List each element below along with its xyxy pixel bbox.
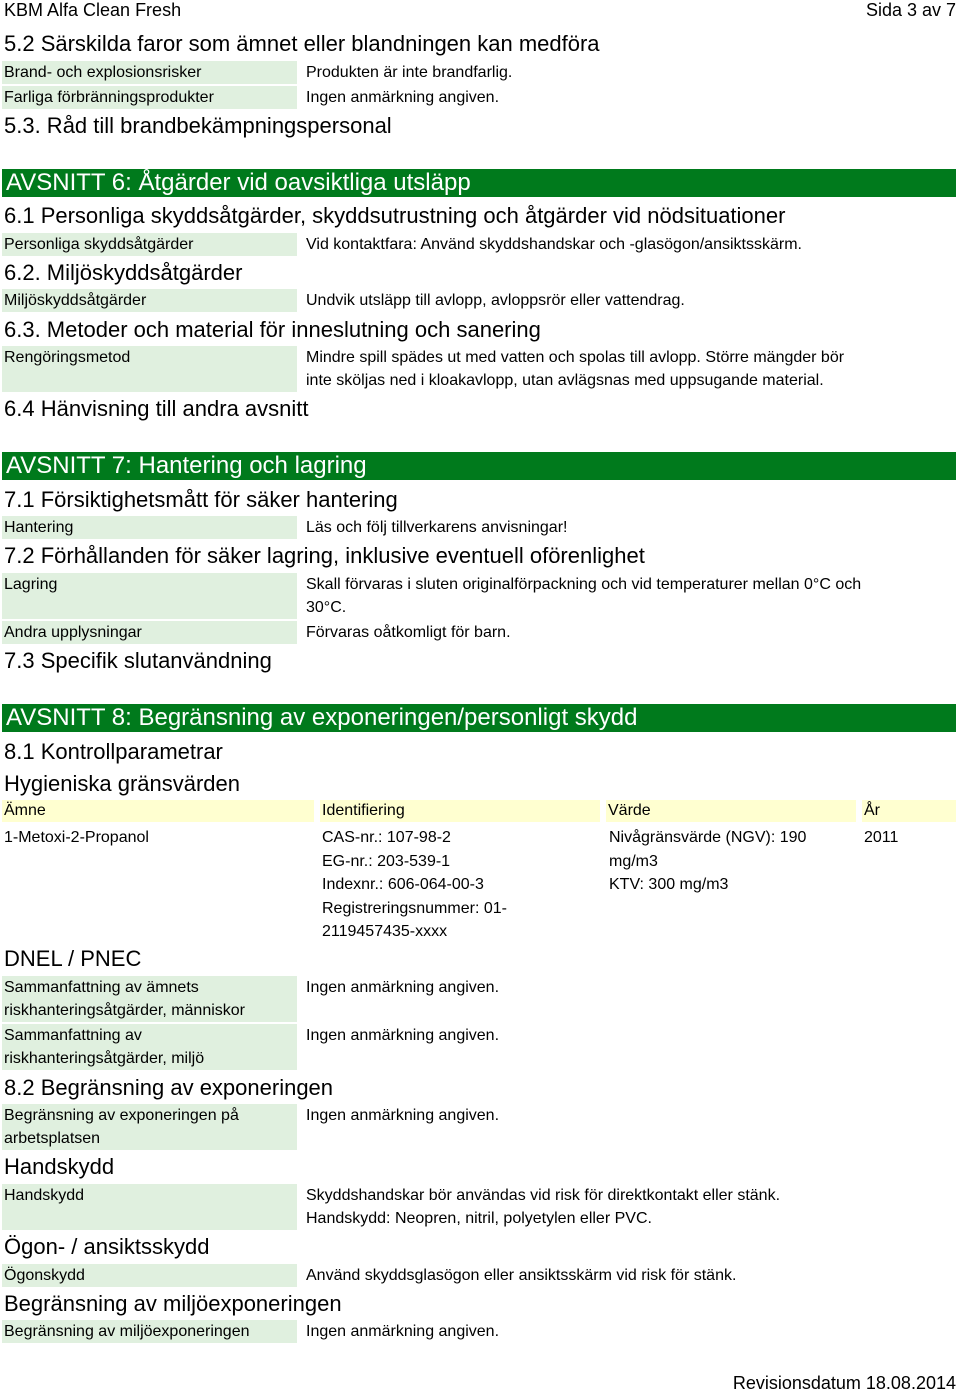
table-cell-value: Nivågränsvärde (NGV): 190 mg/m3 KTV: 300 mg/m3: [609, 829, 807, 893]
product-name: KBM Alfa Clean Fresh: [4, 0, 182, 20]
table-cell-substance: 1-Metoxi-2-Propanol: [4, 829, 149, 846]
label-environmental-exposure: Begränsning av miljöexponeringen: [2, 1320, 297, 1343]
label-environmental-protection: Miljöskyddsåtgärder: [2, 289, 297, 312]
table-header-identification: Identifiering: [320, 800, 600, 822]
label-workplace-exposure: Begränsning av exponeringen på arbetsplatsen: [2, 1104, 297, 1150]
label-eye-protection: Ögonskydd: [2, 1264, 297, 1287]
heading-7-3: 7.3 Specifik slutanvändning: [4, 648, 272, 673]
heading-8-1: 8.1 Kontrollparametrar: [4, 739, 223, 764]
value-risk-summary-environment: Ingen anmärkning angiven.: [306, 1027, 500, 1044]
value-environmental-protection: Undvik utsläpp till avlopp, avloppsrör eller vattendrag.: [306, 292, 685, 309]
label-personal-protection: Personliga skyddsåtgärder: [2, 233, 297, 256]
value-hand-protection: Skyddshandskar bör användas vid risk för direktkontakt eller stänk. Handskydd: Neopren, nitril, polyetylen eller PVC.: [306, 1187, 781, 1227]
heading-environmental-exposure: Begränsning av miljöexponeringen: [4, 1291, 342, 1316]
section-7-banner: AVSNITT 7: Hantering och lagring: [2, 452, 956, 480]
label-risk-summary-humans: Sammanfattning av ämnets riskhanteringsåtgärder, människor: [2, 976, 297, 1022]
table-header-value: Värde: [606, 800, 856, 822]
heading-6-4: 6.4 Hänvisning till andra avsnitt: [4, 396, 309, 421]
value-cleaning-method: Mindre spill spädes ut med vatten och spolas till avlopp. Större mängder bör inte sköljas ned i kloakavlopp, utan avlägsnas med uppsugande material.: [306, 349, 845, 389]
value-fire-risk: Produkten är inte brandfarlig.: [306, 64, 513, 81]
heading-7-1: 7.1 Försiktighetsmått för säker hantering: [4, 487, 398, 512]
value-eye-protection: Använd skyddsglasögon eller ansiktsskärm vid risk för stänk.: [306, 1267, 737, 1284]
heading-6-1: 6.1 Personliga skyddsåtgärder, skyddsutrustning och åtgärder vid nödsituationer: [4, 203, 786, 228]
table-header-year: År: [862, 800, 956, 822]
value-environmental-exposure: Ingen anmärkning angiven.: [306, 1323, 500, 1340]
heading-dnel-pnec: DNEL / PNEC: [4, 946, 142, 971]
value-risk-summary-humans: Ingen anmärkning angiven.: [306, 979, 500, 996]
section-6-banner: AVSNITT 6: Åtgärder vid oavsiktliga utsläpp: [2, 169, 956, 197]
value-storage: Skall förvaras i sluten originalförpackning och vid temperaturer mellan 0°C och 30°C.: [306, 576, 862, 616]
label-fire-risk: Brand- och explosionsrisker: [2, 61, 297, 84]
label-other-info: Andra upplysningar: [2, 621, 297, 644]
table-cell-year: 2011: [864, 829, 899, 846]
label-hand-protection: Handskydd: [2, 1184, 297, 1230]
value-personal-protection: Vid kontaktfara: Använd skyddshandskar och -glasögon/ansiktsskärm.: [306, 236, 802, 253]
heading-hygiene-limits: Hygieniska gränsvärden: [4, 771, 241, 796]
heading-6-2: 6.2. Miljöskyddsåtgärder: [4, 260, 243, 285]
heading-hand-protection: Handskydd: [4, 1154, 115, 1179]
heading-eye-face-protection: Ögon- / ansiktsskydd: [4, 1234, 210, 1259]
heading-5-2: 5.2 Särskilda faror som ämnet eller blandningen kan medföra: [4, 31, 600, 56]
heading-5-3: 5.3. Råd till brandbekämpningspersonal: [4, 113, 392, 138]
page-number: Sida 3 av 7: [865, 0, 956, 20]
label-combustion-products: Farliga förbränningsprodukter: [2, 86, 297, 109]
label-risk-summary-environment: Sammanfattning av riskhanteringsåtgärder, miljö: [2, 1024, 297, 1070]
table-header-substance: Ämne: [2, 800, 314, 822]
value-workplace-exposure: Ingen anmärkning angiven.: [306, 1107, 500, 1124]
value-handling: Läs och följ tillverkarens anvisningar!: [306, 519, 568, 536]
section-8-banner: AVSNITT 8: Begränsning av exponeringen/personligt skydd: [2, 704, 956, 732]
heading-7-2: 7.2 Förhållanden för säker lagring, inklusive eventuell oförenlighet: [4, 543, 645, 568]
label-storage: Lagring: [2, 573, 297, 619]
value-combustion-products: Ingen anmärkning angiven.: [306, 89, 500, 106]
heading-8-2: 8.2 Begränsning av exponeringen: [4, 1075, 334, 1100]
label-handling: Hantering: [2, 516, 297, 539]
value-other-info: Förvaras oåtkomligt för barn.: [306, 624, 511, 641]
revision-date: Revisionsdatum 18.08.2014: [732, 1373, 956, 1393]
label-cleaning-method: Rengöringsmetod: [2, 346, 297, 392]
table-cell-identification: CAS-nr.: 107-98-2 EG-nr.: 203-539-1 Indexnr.: 606-064-00-3 Registreringsnummer: 01- 2119457435-xxxx: [322, 829, 507, 940]
heading-6-3: 6.3. Metoder och material för inneslutning och sanering: [4, 317, 541, 342]
